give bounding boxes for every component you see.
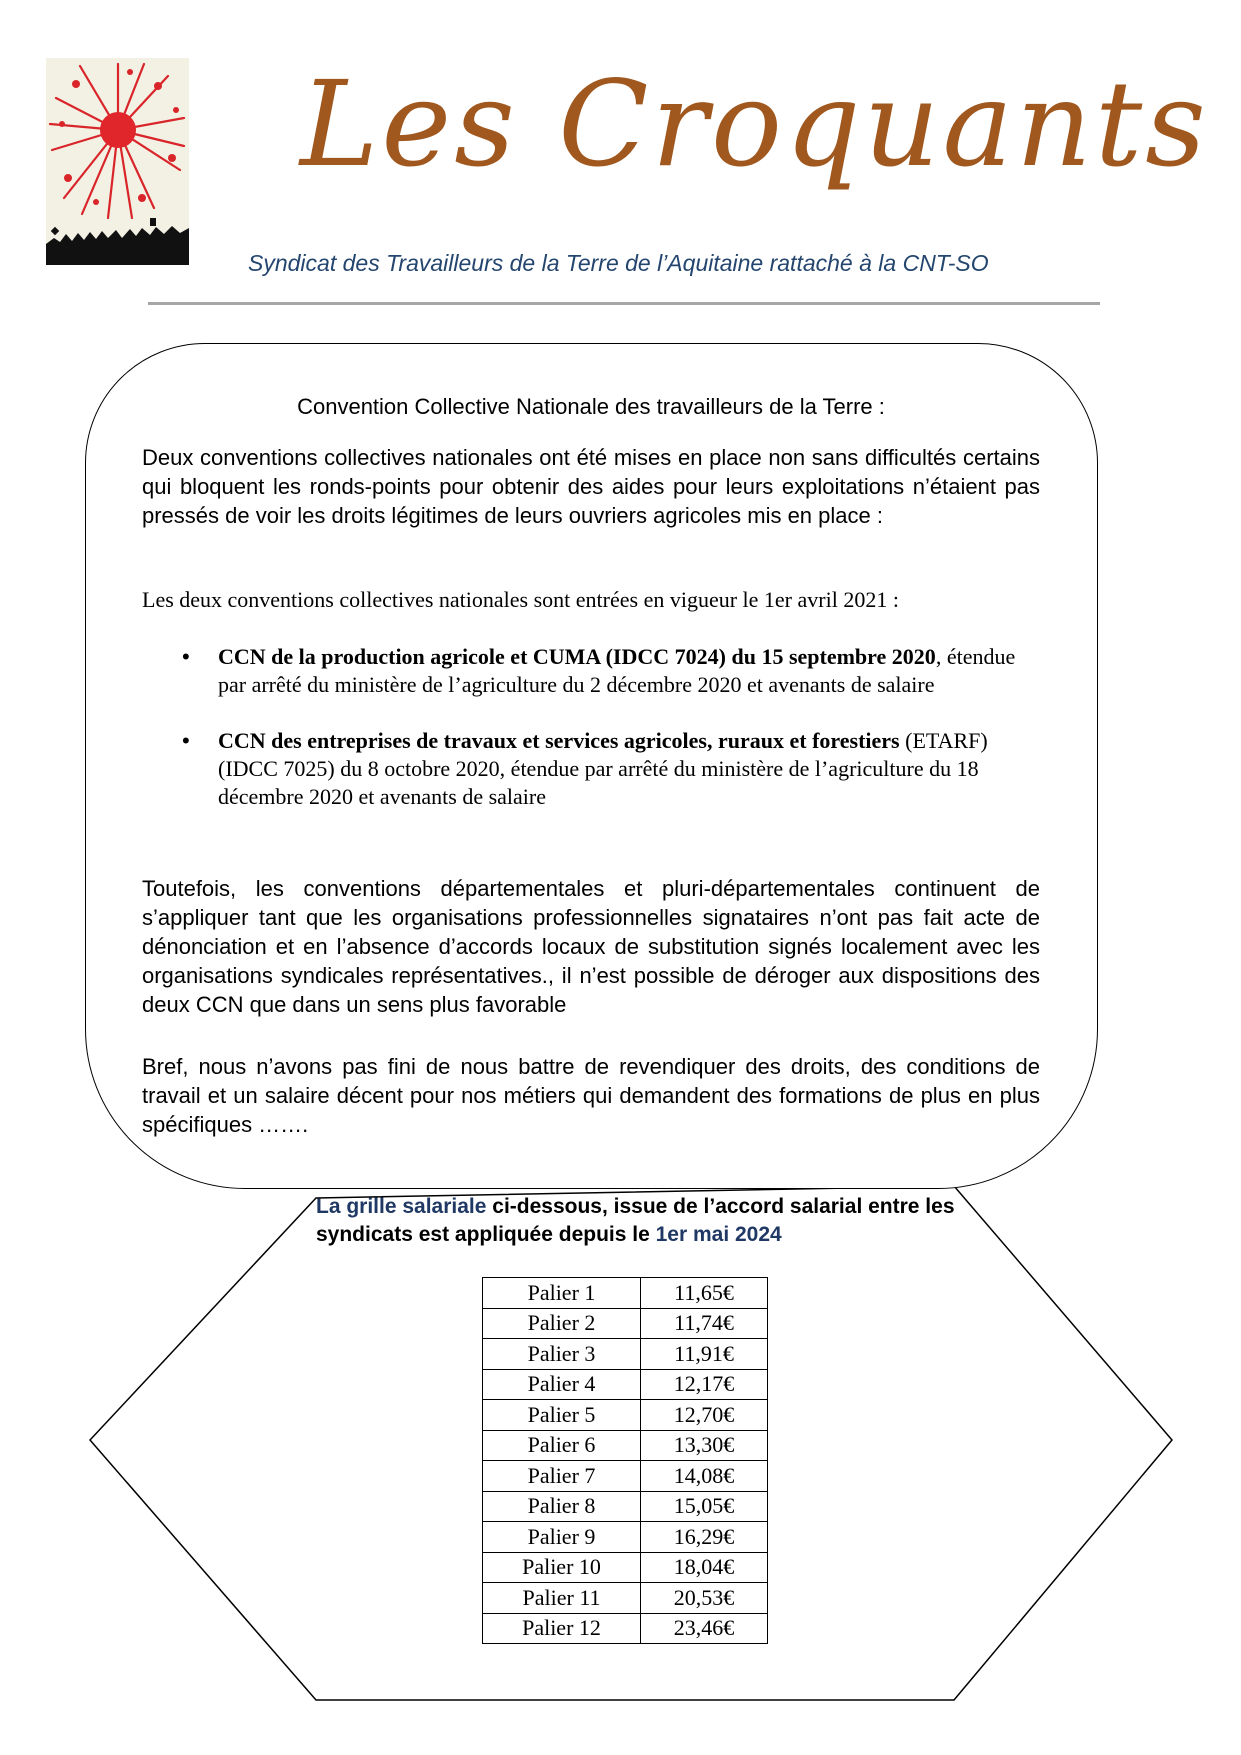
intro-paragraph: Deux conventions collectives nationales ont été mises en place non sans difficultés certains qui bloquent les ronds-points pour obtenir des aides pour leurs exploitations n’étaient pas pressés de voir les droits légitimes de leurs ouvriers agricoles mis en place : [142,445,1040,528]
palier-cell: Palier 9 [483,1522,641,1553]
palier-cell: Palier 8 [483,1491,641,1522]
palier-cell: Palier 1 [483,1278,641,1309]
toutefois-paragraph: Toutefois, les conventions départementales et pluri-départementales continuent de s’appliquer tant que les organisations professionnelles signataires n’ont pas fait acte de dénonciation et en l’absence d’accords locaux de substitution signés localement avec les organisations syndicales représentatives., il n’est possible de déroger aux dispositions des deux CCN que dans un sens plus favorable [142,876,1040,1017]
table-row [483,1308,768,1339]
salary-cell: 23,46€ [641,1613,768,1644]
palier-cell: Palier 10 [483,1552,641,1583]
palier-cell: Palier 2 [483,1308,641,1339]
list-item [182,727,1032,811]
salary-cell: 11,74€ [641,1308,768,1339]
salary-cell: 11,65€ [641,1278,768,1309]
union-subtitle: Syndicat des Travailleurs de la Terre de l’Aquitaine rattaché à la CNT-SO [248,250,989,276]
table-row [483,1369,768,1400]
grille-heading-text: ci-dessous, issue de l’accord salarial entre les syndicats est appliquée depuis le [316,1195,955,1246]
table-row [483,1552,768,1583]
salary-cell: 12,17€ [641,1369,768,1400]
wage-grid-heading [316,1193,956,1249]
list-item [182,643,1032,699]
table-row [483,1339,768,1370]
table-row [483,1491,768,1522]
grille-highlight: La grille salariale [316,1195,487,1218]
brand-title: Les Croquants [300,55,1209,193]
wage-table [482,1277,768,1644]
palier-cell: Palier 3 [483,1339,641,1370]
ccn-name-bold: CCN des entreprises de travaux et services agricoles, ruraux et forestiers [218,728,900,753]
ccn-name-bold: CCN de la production agricole et CUMA (IDCC 7024) du 15 septembre 2020 [218,644,936,669]
salary-cell: 13,30€ [641,1430,768,1461]
convention-title: Convention Collective Nationale des travailleurs de la Terre : [297,394,885,419]
table-row [483,1522,768,1553]
table-row [483,1400,768,1431]
palier-cell: Palier 6 [483,1430,641,1461]
table-row [483,1461,768,1492]
bref-paragraph: Bref, nous n’avons pas fini de nous battre de revendiquer des droits, des conditions de travail et un salaire décent pour nos métiers qui demandent des formations de plus en plus spécifiques ……. [142,1054,1040,1137]
salary-cell: 18,04€ [641,1552,768,1583]
salary-cell: 16,29€ [641,1522,768,1553]
table-row [483,1583,768,1614]
entry-line: Les deux conventions collectives nationales sont entrées en vigueur le 1er avril 2021 : [142,587,899,612]
ccn-list [182,643,1032,839]
table-row [483,1613,768,1644]
palier-cell: Palier 5 [483,1400,641,1431]
salary-cell: 20,53€ [641,1583,768,1614]
ccn-details: (ETARF) (IDCC 7025) du 8 octobre 2020, étendue par arrêté du ministère de l’agriculture du 18 décembre 2020 et avenants de salaire [218,728,988,809]
palier-cell: Palier 12 [483,1613,641,1644]
table-row [483,1278,768,1309]
palier-cell: Palier 4 [483,1369,641,1400]
date-highlight: 1er mai 2024 [655,1223,782,1246]
salary-cell: 11,91€ [641,1339,768,1370]
palier-cell: Palier 11 [483,1583,641,1614]
salary-cell: 14,08€ [641,1461,768,1492]
palier-cell: Palier 7 [483,1461,641,1492]
ccn-details: , étendue par arrêté du ministère de l’agriculture du 2 décembre 2020 et avenants de salaire [218,644,1016,697]
salary-cell: 12,70€ [641,1400,768,1431]
table-row [483,1430,768,1461]
salary-cell: 15,05€ [641,1491,768,1522]
